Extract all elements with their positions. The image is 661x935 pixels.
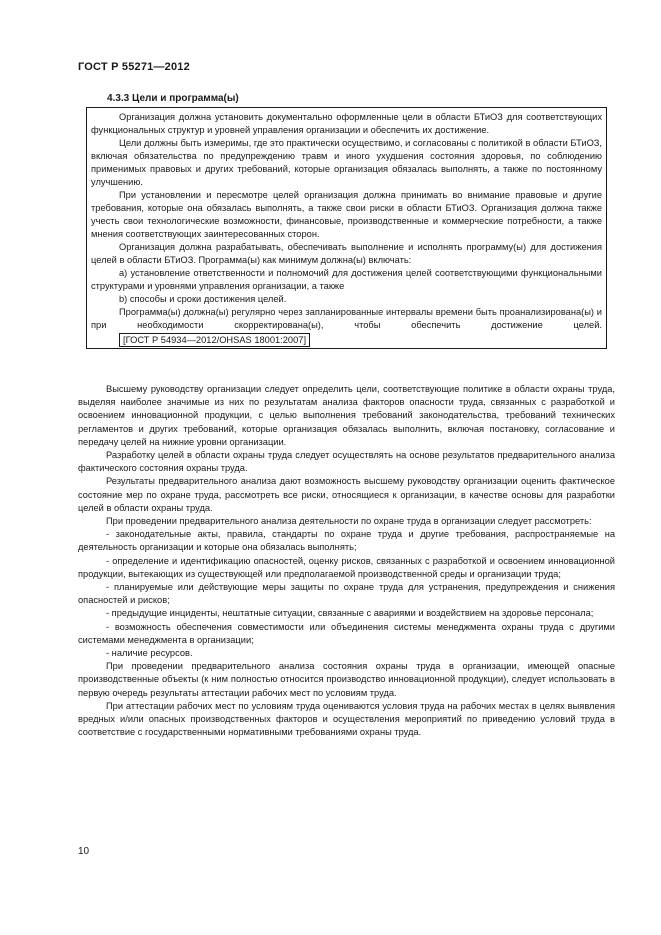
list-item: - возможность обеспечения совместимости или объединения системы менеджмента охраны труда с другими системами менеджмента в организации; <box>78 621 615 645</box>
body-text <box>78 383 615 739</box>
list-item: - планируемые или действующие меры защиты по охране труда для устранения, предупреждения и снижения опасностей и рисков; <box>78 582 615 606</box>
box-paragraph: Организация должна установить документально оформленные цели в области БТиОЗ для соответствующих функциональных структур и уровней управления организации и обеспечить их достижение. <box>91 112 602 135</box>
box-list-item: а) установление ответственности и полномочий для достижения целей соответствующими функциональными структурами и уровнями управления организации, а также <box>91 268 602 291</box>
page-number: 10 <box>78 846 90 857</box>
quoted-standard-box <box>86 107 607 349</box>
box-list-item: b) способы и сроки достижения целей. <box>119 294 287 304</box>
body-paragraph: Результаты предварительного анализа дают возможность высшему руководству организации оценить фактическое состояние мер по охране труда, рассмотреть все риски, относящиеся к организации, в качестве основы для разработки целей в области охраны труда. <box>78 476 615 513</box>
box-paragraph: Цели должны быть измеримы, где это практически осуществимо, и согласованы с политикой в области БТиОЗ, включая обязательства по предупреждению травм и иного ухудшения состояния здоровья, по соблюдению применимых правовых и других требований, которые организация обязалась выполнять, а также по постоянному улучшению. <box>91 138 602 187</box>
list-item: - определение и идентификацию опасностей, оценку рисков, связанных с разработкой и освоением инновационной продукции, вытекающих из существующей или предполагаемой производственной среды и организации труда; <box>78 555 615 579</box>
body-paragraph: Высшему руководству организации следует определить цели, соответствующие политике в области охраны труда, выделяя наиболее значимые из них по результатам анализа факторов опасности труда, связанных с разработкой и освоением инновационной продукции, с целью выполнения требований законодательства, требований технических регламентов и других требований, которые организация обязалась выполнить, включая постановку, согласование и передачу целей на нижние уровни организации. <box>78 384 615 447</box>
box-paragraph: При установлении и пересмотре целей организация должна принимать во внимание правовые и другие требования, которые она обязалась выполнять, а также свои риски в области БТиОЗ. Организация должна также учесть свои технологические возможности, финансовые, производственные и коммерческие потребности, а также мнения соответствующих заинтересованных сторон. <box>91 190 602 239</box>
list-item: - предыдущие инциденты, нештатные ситуации, связанные с авариями и воздействием на здоровье персонала; <box>106 608 594 619</box>
list-item: - законодательные акты, правила, стандарты по охране труда и другие требования, распространяемые на деятельность организации и которые она обязалась выполнять; <box>78 529 615 553</box>
section-title: 4.3.3 Цели и программа(ы) <box>107 93 239 104</box>
box-paragraph: Программа(ы) должна(ы) регулярно через запланированные интервалы времени быть проанализирована(ы) и при необходимости скорректирована(ы), чтобы обеспечить достижение целей. <box>91 307 602 330</box>
box-paragraph: Организация должна разрабатывать, обеспечивать выполнение и исполнять программу(ы) для достижения целей в области БТиОЗ. Программа(ы) как минимум должна(ы) включать: <box>91 242 602 265</box>
body-paragraph: При аттестации рабочих мест по условиям труда оцениваются условия труда на рабочих местах в целях выявления вредных и/или опасных производственных факторов и осуществления мероприятий по приведению условий труда в соответствие с государственными нормативными требованиями охраны труда. <box>78 700 615 738</box>
body-paragraph: При проведении предварительного анализа деятельности по охране труда в организации следует рассмотреть: <box>106 516 592 527</box>
document-header: ГОСТ Р 55271—2012 <box>78 61 190 73</box>
standard-reference: [ГОСТ Р 54934—2012/OHSAS 18001:2007] <box>119 333 310 347</box>
list-item: - наличие ресурсов. <box>106 648 193 659</box>
body-paragraph: Разработку целей в области охраны труда следует осуществлять на основе результатов предварительного анализа фактического состояния охраны труда. <box>78 450 615 474</box>
body-paragraph: При проведении предварительного анализа состояния охраны труда в организации, имеющей опасные производственные объекты (к ним полностью относится производство инновационной продукции), следует использовать в первую очередь результаты аттестации рабочих мест по условиям труда. <box>78 661 615 698</box>
